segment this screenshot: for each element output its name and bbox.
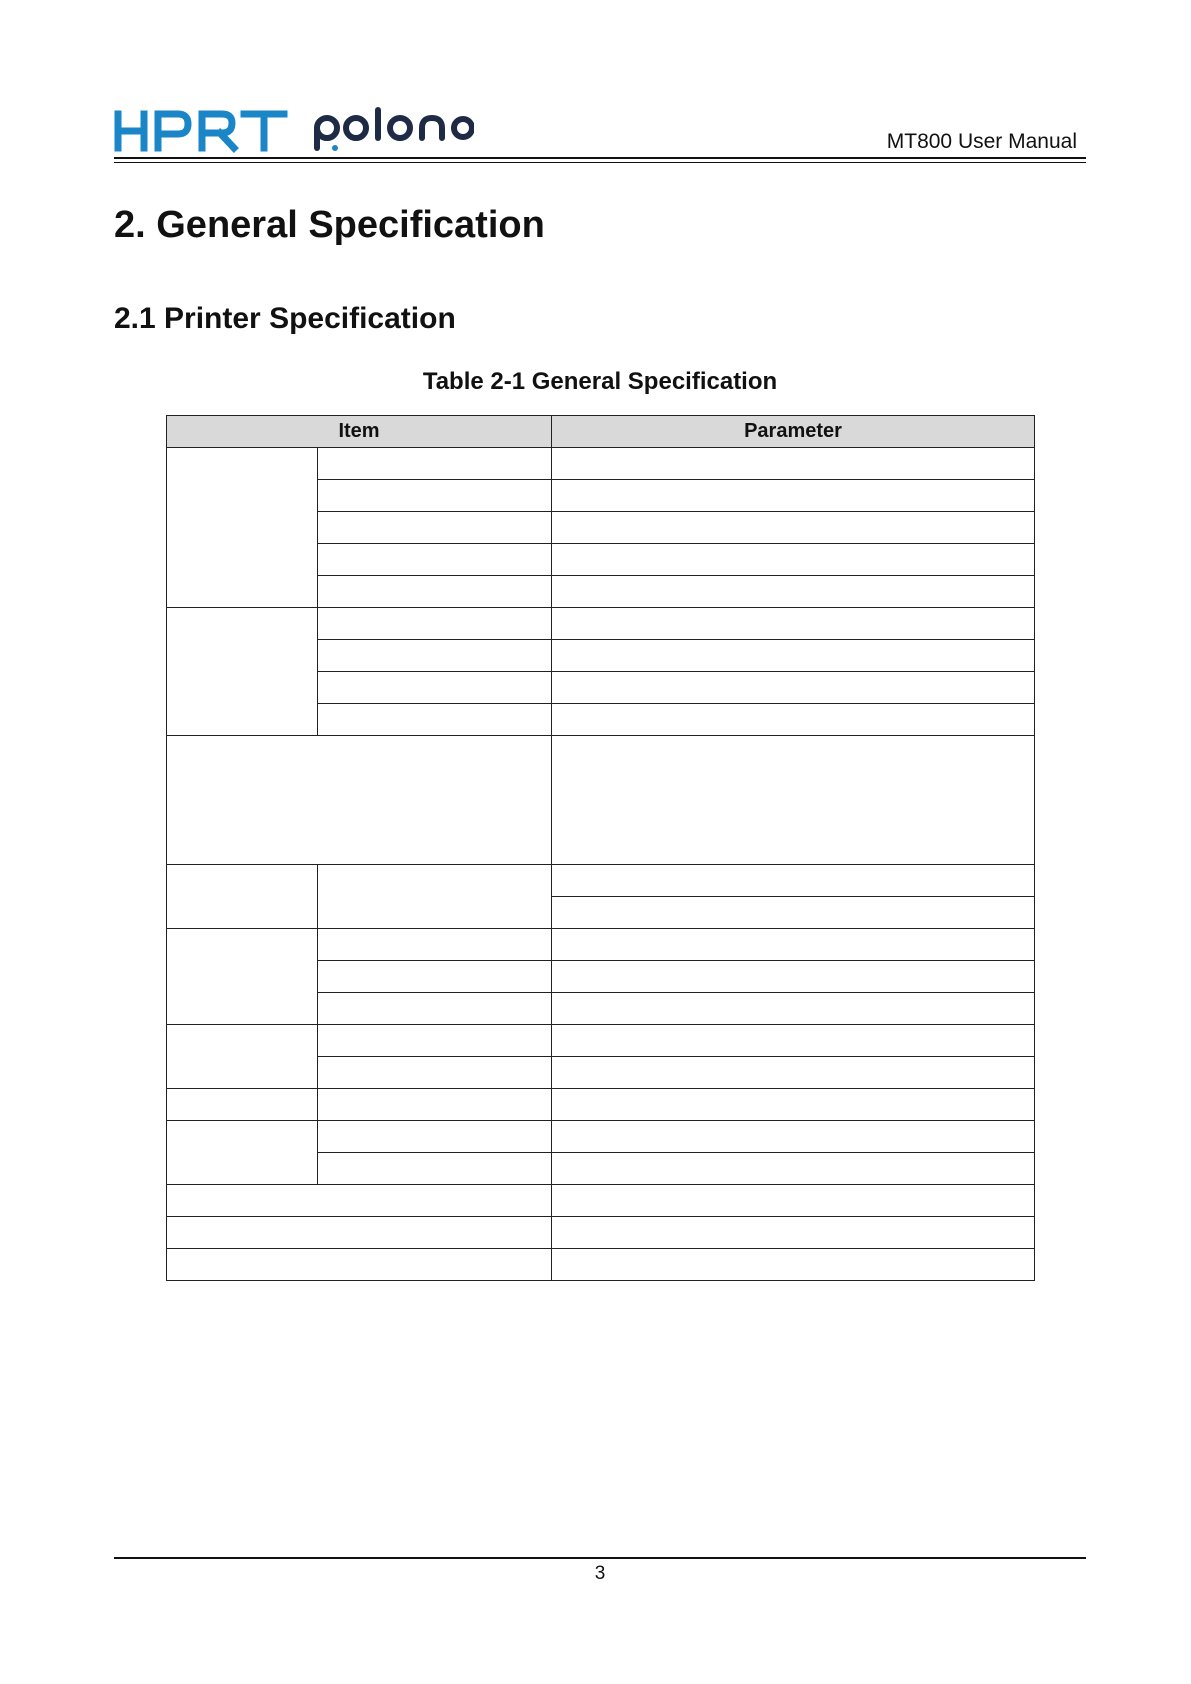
table-cell <box>552 576 1035 608</box>
section-subtitle: 2.1 Printer Specification <box>114 302 456 335</box>
table-cell <box>552 1057 1035 1089</box>
table-cell <box>552 448 1035 480</box>
table-cell <box>552 480 1035 512</box>
table-cell <box>318 929 552 961</box>
table-cell <box>318 865 552 929</box>
page-number: 3 <box>594 1563 606 1584</box>
table-cell <box>318 1089 552 1121</box>
table-cell <box>552 1121 1035 1153</box>
column-header-item: Item <box>167 416 552 448</box>
table-cell <box>318 480 552 512</box>
table-cell <box>318 1121 552 1153</box>
table-caption: Table 2-1 General Specification <box>422 368 778 395</box>
table-row <box>167 929 1035 961</box>
header-divider-thin <box>114 162 1086 163</box>
table-row <box>167 1185 1035 1217</box>
table-cell <box>552 640 1035 672</box>
table-row <box>167 1089 1035 1121</box>
table-row <box>167 608 1035 640</box>
table-cell <box>552 544 1035 576</box>
table-cell <box>552 1153 1035 1185</box>
table-cell <box>167 1121 318 1185</box>
table-cell <box>318 448 552 480</box>
table-cell <box>552 1089 1035 1121</box>
table-row <box>167 865 1035 897</box>
table-row <box>167 448 1035 480</box>
hprt-polono-logo-icon <box>114 106 474 154</box>
table-cell <box>552 1217 1035 1249</box>
brand-logo <box>114 106 474 154</box>
table-cell <box>552 929 1035 961</box>
table-cell <box>167 865 318 929</box>
table-cell <box>167 1217 552 1249</box>
table-cell <box>167 1089 318 1121</box>
table-cell <box>318 704 552 736</box>
footer-divider <box>114 1557 1086 1559</box>
table-row <box>167 736 1035 865</box>
table-cell <box>318 672 552 704</box>
table-cell <box>318 576 552 608</box>
table-cell <box>552 1185 1035 1217</box>
table-cell <box>552 512 1035 544</box>
table-cell <box>167 1185 552 1217</box>
table-cell <box>318 512 552 544</box>
table-cell <box>318 1025 552 1057</box>
table-cell <box>552 961 1035 993</box>
page-header <box>114 98 1086 160</box>
table-cell <box>552 1249 1035 1281</box>
table-row <box>167 1249 1035 1281</box>
table-cell <box>318 1057 552 1089</box>
table-cell <box>552 897 1035 929</box>
section-title: 2. General Specification <box>114 204 545 246</box>
table-row <box>167 1121 1035 1153</box>
table-cell <box>318 993 552 1025</box>
table-cell <box>167 1025 318 1089</box>
table-cell <box>318 640 552 672</box>
table-cell <box>552 672 1035 704</box>
table-cell <box>318 1153 552 1185</box>
table-cell <box>552 704 1035 736</box>
table-row <box>167 1217 1035 1249</box>
table-cell <box>552 1025 1035 1057</box>
column-header-parameter: Parameter <box>552 416 1035 448</box>
table-cell <box>167 736 552 865</box>
table-row <box>167 1025 1035 1057</box>
document-title: MT800 User Manual <box>886 130 1077 153</box>
table-cell <box>552 608 1035 640</box>
table-cell <box>552 993 1035 1025</box>
table-cell <box>318 961 552 993</box>
table-cell <box>167 1249 552 1281</box>
table-cell <box>552 865 1035 897</box>
table-cell <box>167 929 318 1025</box>
table-cell <box>552 736 1035 865</box>
table-cell <box>167 608 318 736</box>
table-header-row <box>167 416 1035 448</box>
table-cell <box>318 608 552 640</box>
table-cell <box>318 544 552 576</box>
header-divider <box>114 157 1086 159</box>
spec-table <box>166 415 1035 1281</box>
table-cell <box>167 448 318 608</box>
